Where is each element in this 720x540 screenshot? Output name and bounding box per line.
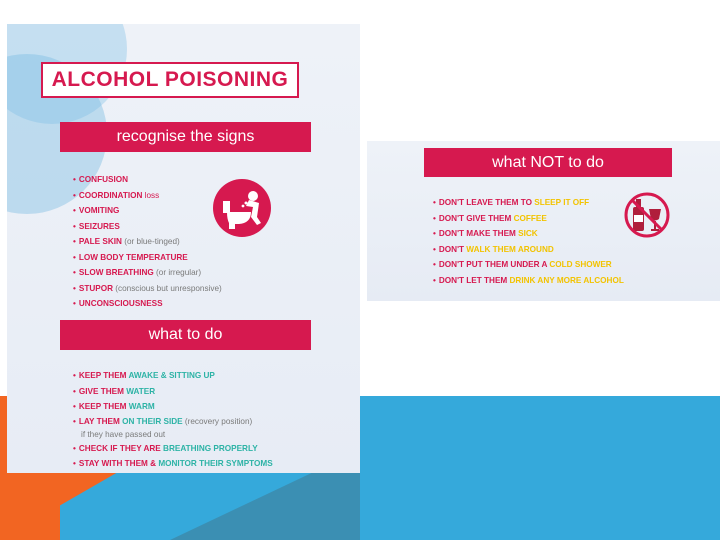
list-item: • DON'T MAKE THEM SICK — [433, 229, 538, 238]
list-item: • STUPOR (conscious but unresponsive) — [73, 283, 222, 293]
list-item: if they have passed out — [81, 429, 166, 439]
not-heading-band — [424, 148, 672, 177]
not-to-do-list — [433, 195, 624, 288]
signs-heading: recognise the signs — [116, 128, 255, 145]
list-item: • DON'T GIVE THEM COFFEE — [433, 213, 547, 223]
list-item: • DON'T LEAVE THEM TO SLEEP IT OFF — [433, 198, 590, 207]
list-item: • DON'T WALK THEM AROUND — [433, 244, 554, 254]
list-item: • GIVE THEM WATER — [73, 386, 156, 396]
alcohol-poisoning-poster — [7, 24, 360, 473]
list-item: • COORDINATION loss — [73, 190, 160, 200]
not-heading: what NOT to do — [492, 153, 604, 171]
list-item: • KEEP THEM WARM — [73, 402, 155, 411]
list-item: • UNCONSCIOUSNESS — [73, 299, 163, 308]
list-item: • PALE SKIN (or blue-tinged) — [73, 237, 180, 246]
todo-heading: what to do — [148, 326, 223, 343]
list-item: • CHECK IF THEY ARE BREATHING PROPERLY — [73, 443, 258, 453]
signs-heading-band — [60, 122, 311, 152]
what-not-to-do-poster — [367, 141, 720, 301]
vomiting-person-icon — [213, 179, 271, 237]
poster-title: ALCOHOL POISONING — [51, 68, 289, 91]
list-item: • CONFUSION — [73, 175, 128, 184]
poster-title-box — [41, 62, 299, 98]
list-item: • LAY THEM ON THEIR SIDE (recovery position) — [73, 416, 253, 426]
list-item: • LOW BODY TEMPERATURE — [73, 252, 188, 262]
background-orange-block — [0, 470, 60, 540]
signs-list — [73, 172, 222, 312]
list-item: • VOMITING — [73, 206, 120, 215]
list-item: • SEIZURES — [73, 221, 120, 231]
list-item: • STAY WITH THEM & MONITOR THEIR SYMPTOMS — [73, 459, 273, 468]
list-item: • DON'T LET THEM DRINK ANY MORE ALCOHOL — [433, 275, 624, 285]
list-item: • KEEP THEM AWAKE & SITTING UP — [73, 371, 215, 380]
list-item: • DON'T PUT THEM UNDER A COLD SHOWER — [433, 260, 612, 269]
list-item: • SLOW BREATHING (or irregular) — [73, 268, 202, 277]
todo-heading-band — [60, 320, 311, 350]
no-alcohol-icon — [623, 191, 671, 239]
todo-list — [73, 368, 273, 472]
